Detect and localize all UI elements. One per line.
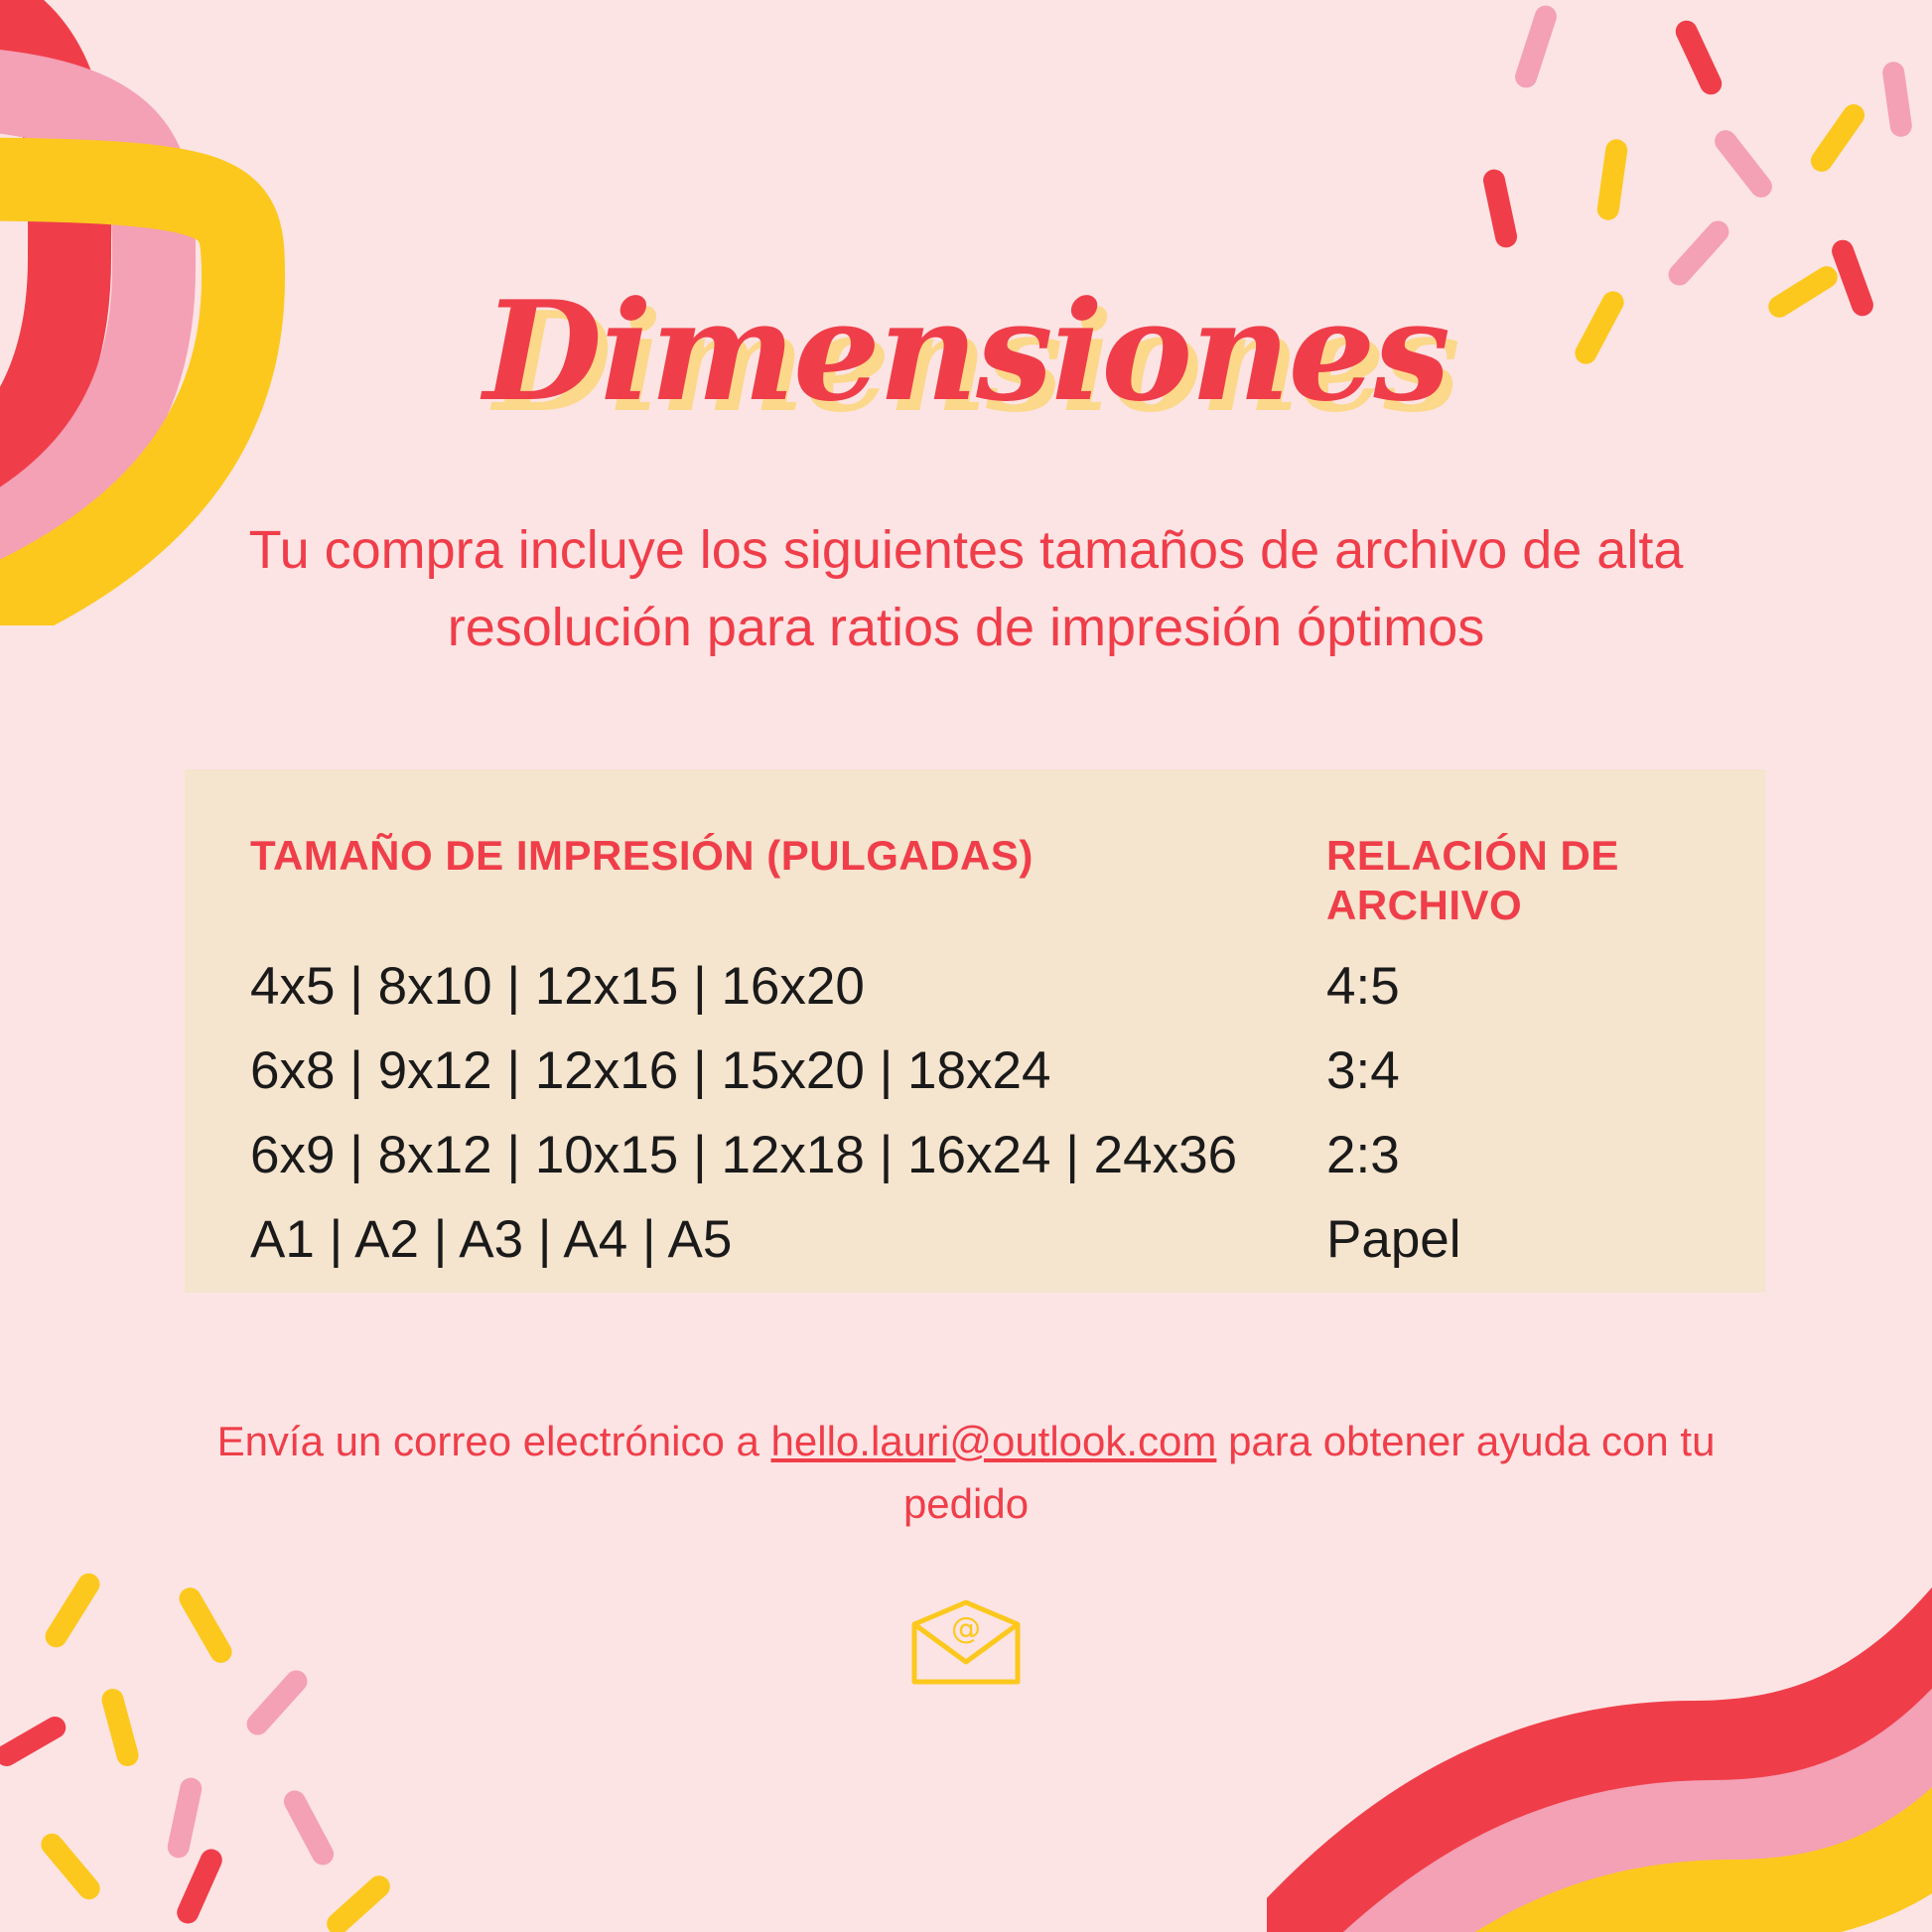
table-header-print-size: TAMAÑO DE IMPRESIÓN (PULGADAS) — [250, 832, 1034, 879]
page-subtitle: Tu compra incluye los siguientes tamaños de archivo de alta resolución para ratios de impresión óptimos — [248, 520, 1684, 658]
page-title: Dimensiones — [483, 270, 1449, 432]
table-row: 4x5 | 8x10 | 12x15 | 16x20 — [250, 957, 865, 1016]
support-email-link[interactable]: hello.lauri@outlook.com — [770, 1418, 1217, 1464]
table-row: A1 | A2 | A3 | A4 | A5 — [250, 1210, 733, 1269]
svg-text:@: @ — [951, 1611, 981, 1646]
table-row: 6x8 | 9x12 | 12x16 | 15x20 | 18x24 — [250, 1041, 1051, 1100]
sizes-table-panel — [185, 769, 1765, 1293]
table-row-ratio: 4:5 — [1326, 957, 1400, 1016]
table-row-ratio: 2:3 — [1326, 1126, 1400, 1184]
footer-text-before: Envía un correo electrónico a — [216, 1418, 771, 1464]
table-row-ratio: Papel — [1326, 1210, 1461, 1269]
envelope-at-icon — [906, 1598, 1026, 1688]
table-row-ratio: 3:4 — [1326, 1041, 1400, 1100]
footer-text-after: para obtener ayuda con tu pedido — [902, 1418, 1716, 1527]
footer-help-text — [179, 1410, 1753, 1535]
table-row: 6x9 | 8x12 | 10x15 | 12x18 | 16x24 | 24x36 — [250, 1126, 1238, 1184]
table-header-file-ratio: RELACIÓN DE ARCHIVO — [1326, 832, 1619, 928]
